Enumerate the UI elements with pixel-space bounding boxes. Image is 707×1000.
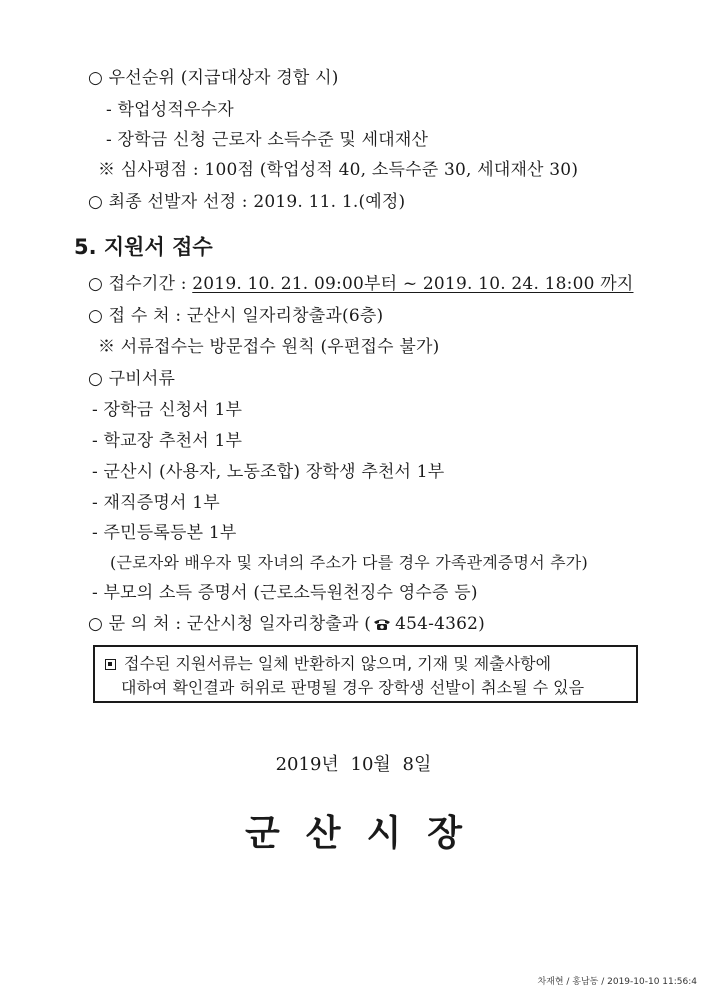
doc-item-4: - 재직증명서 1부 [92, 493, 220, 513]
doc-item-6: - 부모의 소득 증명서 (근로소득원천징수 영수증 등) [92, 583, 478, 603]
doc-item-3: - 군산시 (사용자, 노동조합) 장학생 추천서 1부 [92, 462, 445, 482]
square-bullet-icon [105, 659, 116, 670]
inquiry-label: ○ 문 의 처 : 군산시청 일자리창출과 ( [88, 614, 372, 634]
inquiry-phone: 454-4362) [395, 614, 485, 634]
visit-note: ※ 서류접수는 방문접수 원칙 (우편접수 불가) [98, 337, 440, 357]
docs-title: ○ 구비서류 [88, 369, 176, 389]
footer-stamp: 차재현 / 홍남동 / 2019-10-10 11:56:4 [537, 977, 697, 987]
notice-text-1: 접수된 지원서류는 일체 반환하지 않으며, 기재 및 제출사항에 [124, 654, 552, 673]
period-line [88, 272, 634, 296]
period-label: ○ 접수기간 : [88, 274, 193, 294]
doc-item-5: - 주민등록등본 1부 [92, 523, 237, 543]
section5-heading: 5. 지원서 접수 [74, 235, 213, 259]
score-note: ※ 심사평점 : 100점 (학업성적 40, 소득수준 30, 세대재산 30) [98, 160, 579, 180]
doc-item-5-note: (근로자와 배우자 및 자녀의 주소가 다를 경우 가족관계증명서 추가) [110, 553, 588, 572]
notice-box [93, 645, 638, 703]
inquiry-line [88, 612, 485, 636]
priority-item-2: - 장학금 신청 근로자 소득수준 및 세대재산 [106, 130, 429, 150]
document-date: 2019년 10월 8일 [275, 754, 432, 775]
doc-item-2: - 학교장 추천서 1부 [92, 431, 243, 451]
period-value: 2019. 10. 21. 09:00부터 ~ 2019. 10. 24. 18:00 까지 [192, 274, 634, 294]
doc-item-1: - 장학금 신청서 1부 [92, 400, 243, 420]
place-line: ○ 접 수 처 : 군산시 일자리창출과(6층) [88, 306, 384, 326]
notice-line-1 [105, 652, 551, 676]
issuer-name: 군산시장 [244, 813, 489, 854]
notice-line-2: 대하여 확인결과 허위로 판명될 경우 장학생 선발이 취소될 수 있음 [121, 678, 585, 697]
final-selection: ○ 최종 선발자 선정 : 2019. 11. 1.(예정) [88, 192, 406, 212]
priority-item-1: - 학업성적우수자 [106, 100, 234, 120]
priority-title: ○ 우선순위 (지급대상자 경합 시) [88, 68, 339, 88]
telephone-icon [373, 618, 391, 630]
